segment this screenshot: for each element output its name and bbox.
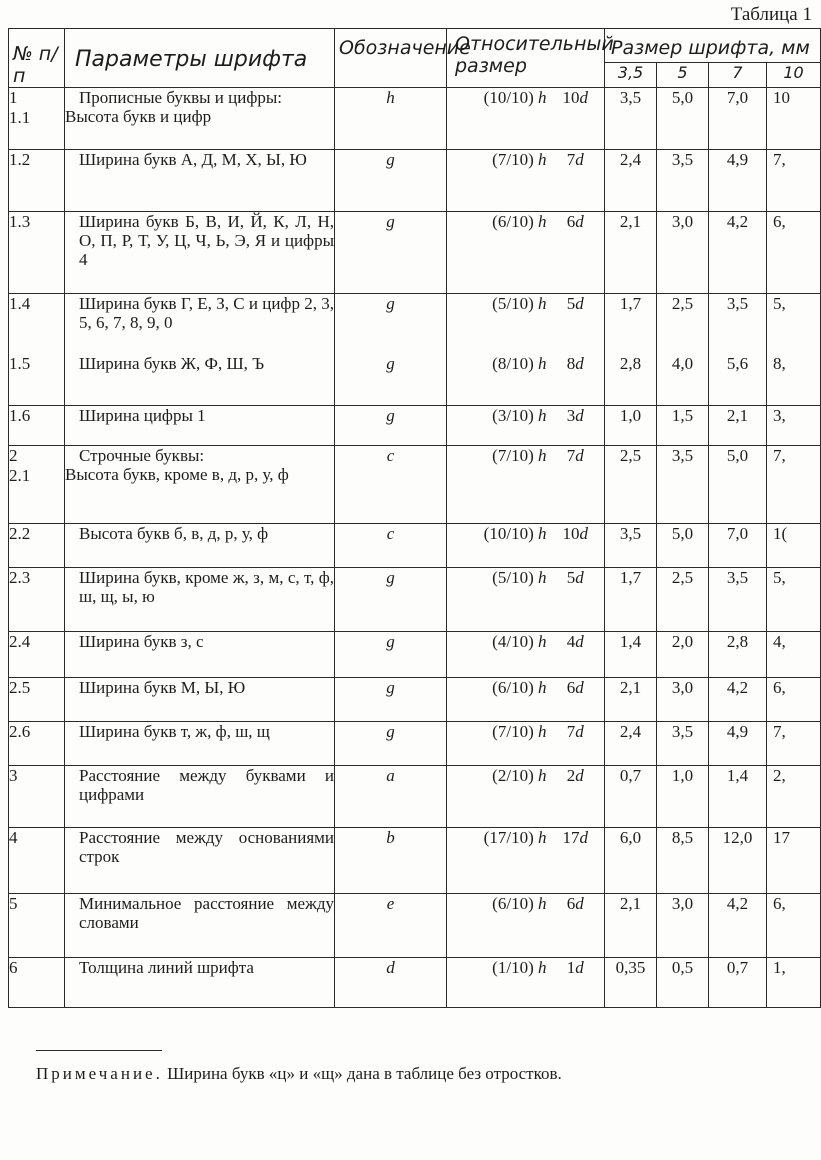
row-parameter-text: Ширина цифры 1 [79,406,206,425]
table-row [9,150,821,212]
row-parameter-text: Ширина букв, кроме ж, з, м, с, т, ф, ш, щ, ы, ю [79,568,334,606]
footnote [36,1064,562,1084]
row-parameter-text: Ширина букв А, Д, М, Х, Ы, Ю [79,150,307,169]
row-size-value: 1,7 [605,568,657,632]
row-parameter-text: Ширина букв Ж, Ф, Ш, Ъ [79,353,265,373]
row-size-value: 2,1 [605,894,657,958]
row-size-value: 1( [767,524,821,568]
row-number-part: 3 [9,766,18,785]
row-number [9,632,65,678]
row-symbol: g [335,354,447,406]
row-size-value: 6, [767,212,821,294]
row-relative-h: (6/10) h [447,894,547,958]
row-size-value: 7,0 [709,524,767,568]
row-size-value: 5,6 [709,354,767,406]
row-relative-d: 5d [547,568,605,632]
row-size-value: 2, [767,766,821,828]
row-parameter [65,828,335,894]
row-relative-h: (17/10) h [447,828,547,894]
row-size-value: 8, [767,354,821,406]
row-size-value: 3,0 [657,678,709,722]
row-parameter-text: Ширина букв М, Ы, Ю [79,678,246,697]
row-size-value: 3,0 [657,894,709,958]
row-number-part: 5 [9,894,18,913]
row-symbol: g [335,406,447,446]
row-parameter [65,212,335,294]
row-size-value: 2,1 [605,212,657,294]
table-row [9,828,821,894]
row-relative-d: 7d [547,446,605,524]
row-relative-h: (4/10) h [447,632,547,678]
row-parameter-text: Высота букв, кроме в, д, р, у, ф [65,465,289,484]
header-size-4: 10 [767,63,821,88]
row-relative-d: 2d [547,766,605,828]
row-relative-d: 4d [547,632,605,678]
row-number [9,958,65,1008]
table-row [9,294,821,354]
row-relative-h: (6/10) h [447,212,547,294]
row-number-part: 1.3 [9,212,31,231]
row-parameter [65,632,335,678]
row-relative-d: 5d [547,294,605,354]
row-symbol: c [335,446,447,524]
row-number [9,446,65,524]
row-size-value: 4,9 [709,722,767,766]
row-size-value: 2,1 [605,678,657,722]
row-size-value: 4,2 [709,894,767,958]
row-number-part: 2.1 [9,466,31,485]
row-symbol: g [335,150,447,212]
row-relative-d: 6d [547,678,605,722]
table-row [9,568,821,632]
row-symbol: e [335,894,447,958]
row-number [9,88,65,150]
row-relative-h: (8/10) h [447,354,547,406]
footnote-label: Примечание. [36,1064,163,1083]
row-relative-h: (7/10) h [447,446,547,524]
table-row [9,88,821,150]
row-number-part: 2.3 [9,568,31,587]
row-parameter-text: Ширина букв Г, Е, З, С и цифр 2, 3, 5, 6, 7, 8, 9, 0 [79,294,334,332]
row-number-part: 1.1 [9,108,31,127]
row-size-value: 1,4 [605,632,657,678]
row-size-value: 2,4 [605,150,657,212]
row-number-part: 6 [9,958,18,977]
table-body [9,88,821,1008]
row-number [9,524,65,568]
row-size-value: 2,4 [605,722,657,766]
row-number-part: 1.5 [9,353,31,373]
row-size-value: 2,5 [657,568,709,632]
row-relative-h: (10/10) h [447,524,547,568]
row-size-value: 2,5 [657,294,709,354]
table-row [9,678,821,722]
row-symbol: g [335,678,447,722]
table-row [9,354,821,406]
row-size-value: 3,5 [657,722,709,766]
row-size-value: 3,5 [709,568,767,632]
row-group-heading: Строчные буквы: [79,446,205,465]
row-symbol: a [335,766,447,828]
row-number-part: 2.6 [9,722,31,741]
row-number [9,722,65,766]
row-relative-h: (6/10) h [447,678,547,722]
row-number [9,406,65,446]
footnote-rule [36,1050,162,1051]
row-size-value: 5,0 [657,88,709,150]
row-number-part: 1 [9,88,18,107]
row-parameter [65,294,335,354]
row-parameter-text: Толщина линий шрифта [79,958,254,977]
row-size-value: 1,0 [657,766,709,828]
row-size-value: 7,0 [709,88,767,150]
row-size-value: 4,0 [657,354,709,406]
row-number [9,150,65,212]
row-symbol: g [335,632,447,678]
row-parameter [65,958,335,1008]
row-parameter-text: Высота букв б, в, д, р, у, ф [79,524,269,543]
row-size-value: 3,5 [657,446,709,524]
row-size-value: 2,5 [605,446,657,524]
row-relative-d: 6d [547,212,605,294]
footnote-text: Ширина букв «ц» и «щ» дана в таблице без отростков. [162,1064,562,1083]
row-size-value: 1,4 [709,766,767,828]
row-relative-h: (10/10) h [447,88,547,150]
row-size-value: 0,5 [657,958,709,1008]
table-row [9,766,821,828]
row-size-value: 17 [767,828,821,894]
table-row [9,212,821,294]
row-parameter [65,568,335,632]
header-row [9,29,821,63]
row-number [9,766,65,828]
row-size-value: 3,5 [709,294,767,354]
row-parameter-text: Минимальное расстояние между словами [79,894,334,932]
row-relative-h: (7/10) h [447,150,547,212]
row-number-part: 1.6 [9,406,31,425]
row-relative-d: 7d [547,722,605,766]
row-number-part: 4 [9,828,18,847]
row-parameter [65,150,335,212]
row-relative-d: 8d [547,354,605,406]
row-size-value: 5,0 [709,446,767,524]
table-row [9,722,821,766]
row-size-value: 2,8 [605,354,657,406]
row-size-value: 3,5 [657,150,709,212]
table-row [9,894,821,958]
row-size-value: 8,5 [657,828,709,894]
row-relative-d: 10d [547,88,605,150]
row-number-part: 2.5 [9,678,31,697]
header-param: Параметры шрифта [65,29,335,88]
row-parameter [65,722,335,766]
row-relative-h: (7/10) h [447,722,547,766]
row-relative-h: (2/10) h [447,766,547,828]
row-relative-d: 6d [547,894,605,958]
row-number [9,294,65,354]
row-size-value: 7, [767,446,821,524]
row-symbol: g [335,212,447,294]
header-size-1: 3,5 [605,63,657,88]
table-row [9,406,821,446]
row-size-value: 4,2 [709,678,767,722]
row-size-value: 2,8 [709,632,767,678]
row-size-value: 4,9 [709,150,767,212]
row-size-value: 4,2 [709,212,767,294]
row-relative-d: 10d [547,524,605,568]
header-size-3: 7 [709,63,767,88]
row-size-value: 0,35 [605,958,657,1008]
row-number-part: 2.4 [9,632,31,651]
row-size-value: 5, [767,568,821,632]
row-number-part: 1.2 [9,150,31,169]
row-size-value: 6, [767,678,821,722]
table-caption: Таблица 1 [730,4,812,25]
row-parameter [65,406,335,446]
row-parameter [65,894,335,958]
row-number [9,212,65,294]
row-number-part: 2.2 [9,524,31,543]
row-size-value: 7, [767,150,821,212]
row-symbol: d [335,958,447,1008]
row-parameter [65,88,335,150]
row-number-part: 1.4 [9,294,31,313]
table-row [9,958,821,1008]
table-row [9,632,821,678]
row-relative-d: 7d [547,150,605,212]
row-parameter-text: Расстояние между буквами и цифрами [79,766,334,804]
row-number-part: 2 [9,446,18,465]
row-size-value: 1, [767,958,821,1008]
row-relative-d: 3d [547,406,605,446]
header-num: № п/п [9,29,65,88]
row-relative-h: (3/10) h [447,406,547,446]
table-row [9,446,821,524]
header-symbol: Обозначение [335,29,447,88]
row-parameter [65,678,335,722]
header-relative: Относительный размер [447,29,605,88]
row-parameter-text: Ширина букв з, с [79,632,204,651]
row-size-value: 2,0 [657,632,709,678]
row-size-value: 7, [767,722,821,766]
row-parameter [65,766,335,828]
row-parameter-text: Расстояние между основаниями строк [79,828,334,866]
row-number [9,828,65,894]
row-parameter-text: Ширина букв т, ж, ф, ш, щ [79,722,270,741]
row-size-value: 0,7 [709,958,767,1008]
row-number [9,894,65,958]
row-number [9,678,65,722]
row-relative-h: (5/10) h [447,568,547,632]
row-group-heading: Прописные буквы и цифры: [79,88,282,107]
row-size-value: 5, [767,294,821,354]
row-size-value: 12,0 [709,828,767,894]
row-symbol: b [335,828,447,894]
row-symbol: h [335,88,447,150]
row-symbol: g [335,568,447,632]
row-symbol: c [335,524,447,568]
row-parameter [65,524,335,568]
row-relative-d: 17d [547,828,605,894]
row-number [9,568,65,632]
row-parameter [65,354,335,406]
row-size-value: 6,0 [605,828,657,894]
row-size-value: 3,0 [657,212,709,294]
row-size-value: 1,7 [605,294,657,354]
row-relative-h: (5/10) h [447,294,547,354]
row-parameter-text: Ширина букв Б, В, И, Й, К, Л, Н, О, П, Р, Т, У, Ц, Ч, Ь, Э, Я и цифры 4 [79,212,334,269]
row-size-value: 4, [767,632,821,678]
row-size-value: 10 [767,88,821,150]
font-parameters-table [8,28,821,1008]
row-symbol: g [335,294,447,354]
row-parameter [65,446,335,524]
row-size-value: 3,5 [605,524,657,568]
row-size-value: 3, [767,406,821,446]
header-size: Размер шрифта, мм [605,29,821,63]
row-size-value: 1,0 [605,406,657,446]
row-size-value: 2,1 [709,406,767,446]
row-relative-d: 1d [547,958,605,1008]
row-number [9,354,65,406]
row-parameter-text: Высота букв и цифр [65,107,212,126]
table-row [9,524,821,568]
row-size-value: 0,7 [605,766,657,828]
row-size-value: 3,5 [605,88,657,150]
header-size-2: 5 [657,63,709,88]
row-size-value: 6, [767,894,821,958]
row-size-value: 1,5 [657,406,709,446]
row-symbol: g [335,722,447,766]
row-size-value: 5,0 [657,524,709,568]
row-relative-h: (1/10) h [447,958,547,1008]
